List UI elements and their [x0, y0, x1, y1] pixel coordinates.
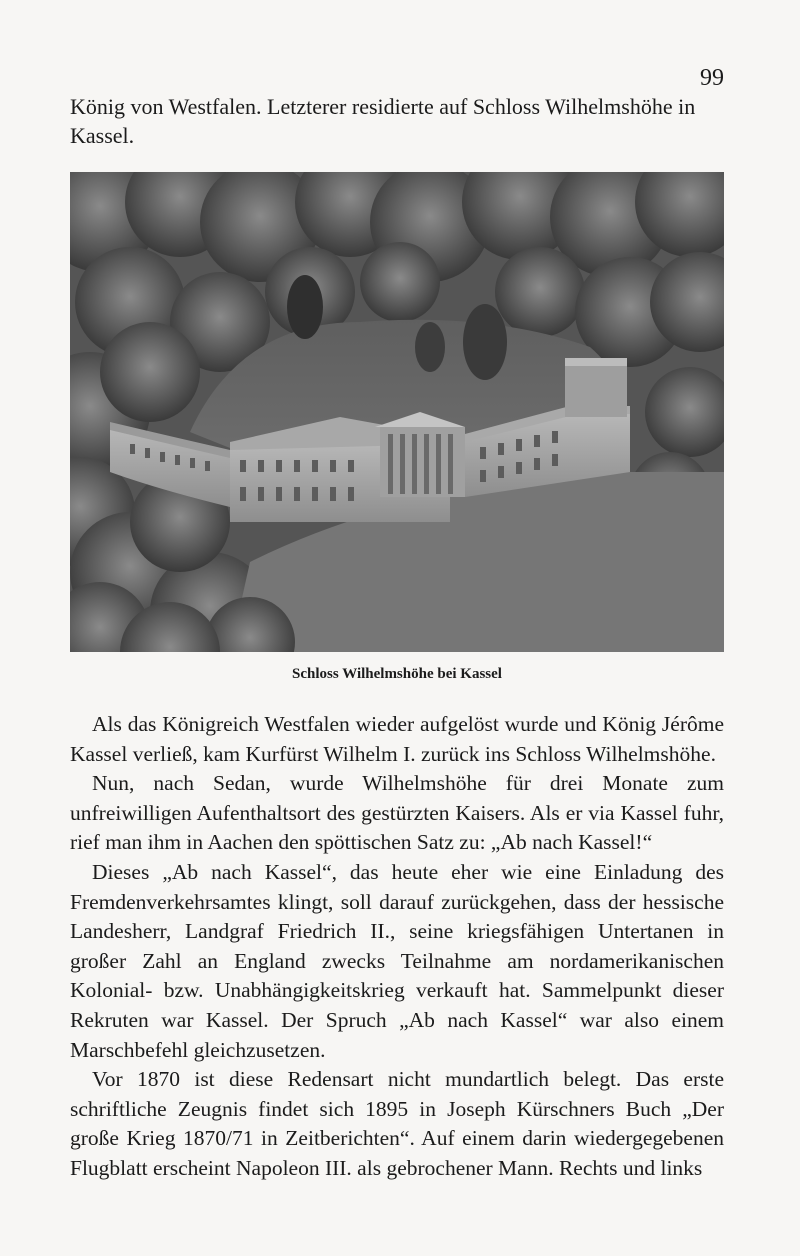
paragraph: Nun, nach Sedan, wurde Wilhelmshöhe für drei Monate zum unfreiwilligen Aufenthaltsort des gestürzten Kaisers. Als er via Kassel fuhr, rief man ihm in Aachen den spöttischen Satz zu: „Ab nach Kassel!“ [70, 771, 724, 855]
paragraph: Dieses „Ab nach Kassel“, das heute eher wie eine Einladung des Fremdenverkehrsamtes klingt, soll darauf zurückgehen, dass der hessische Landesherr, Landgraf Friedrich II., seine kriegsfähigen Untertanen in großer Zahl an England zwecks Teilnahme am nordamerikanischen Kolonial- bzw. Unabhängigkeitskrieg verkauft hat. Sammelpunkt dieser Rekruten war Kassel. Der Spruch „Ab nach Kassel“ war also einem Marschbefehl gleichzusetzen. [70, 859, 724, 1062]
paragraph: Als das Königreich Westfalen wieder aufgelöst wurde und König Jérôme Kassel verließ, kam Kurfürst Wilhelm I. zurück ins Schloss Wilhelmshöhe. [70, 712, 724, 766]
body-text [70, 710, 724, 1184]
intro-paragraph: König von Westfalen. Letzterer residierte auf Schloss Wilhelmshöhe in Kassel. [70, 94, 696, 148]
paragraph: Vor 1870 ist diese Redensart nicht mundartlich belegt. Das erste schriftliche Zeugnis findet sich 1895 in Joseph Kürschners Buch „Der große Krieg 1870/71 in Zeitberichten“. Auf einem darin wiedergegebenen Flugblatt erscheint Napoleon III. als gebrochener Mann. Rechts und links [70, 1067, 724, 1180]
palace-aerial-illustration [70, 172, 724, 652]
photo-caption: Schloss Wilhelmshöhe bei Kassel [292, 666, 502, 682]
page-number: 99 [700, 65, 724, 91]
palace-photo [70, 172, 724, 652]
